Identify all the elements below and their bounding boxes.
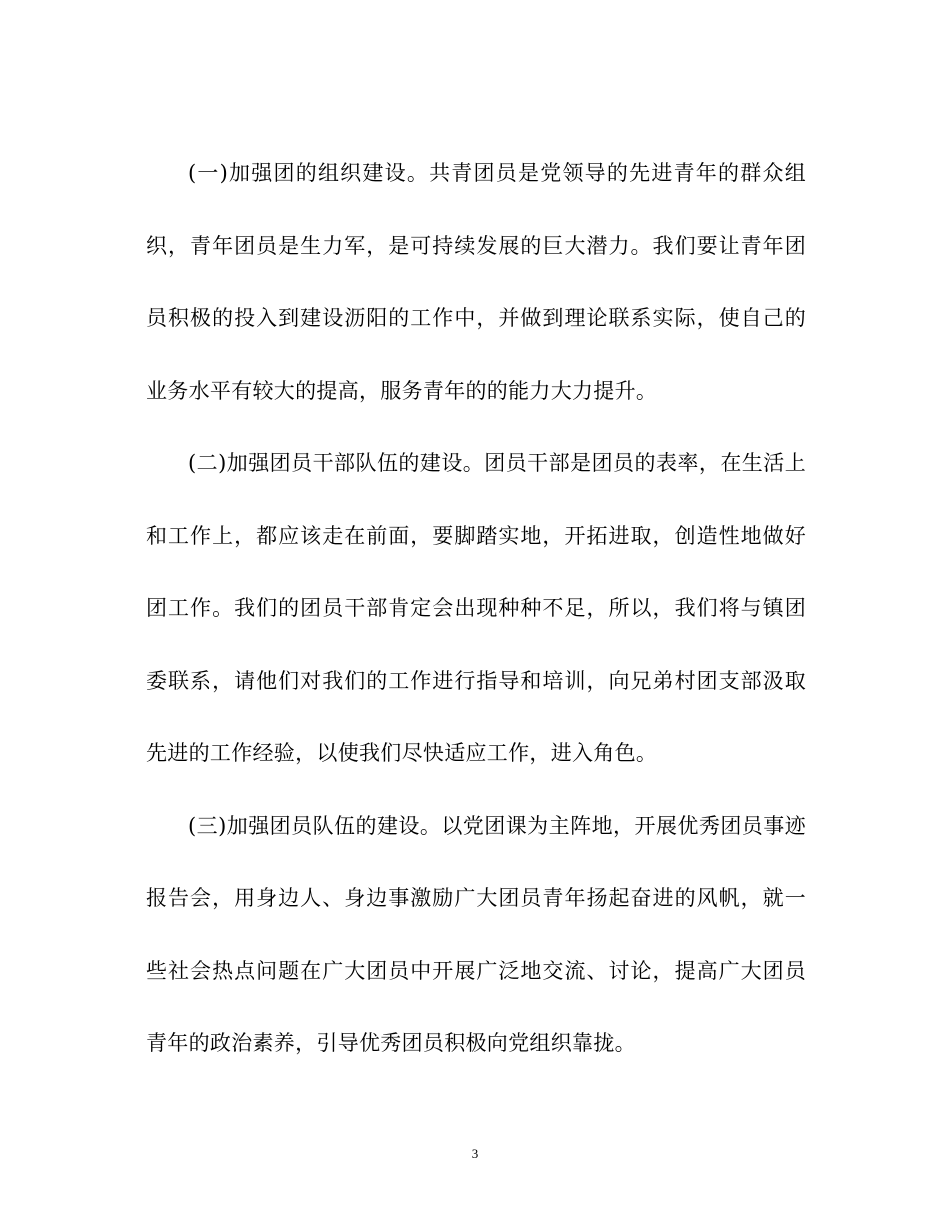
- document-body: [146, 137, 806, 1080]
- paragraph-2: (二)加强团员干部队伍的建设。团员干部是团员的表率，在生活上和工作上，都应该走在前面，要脚踏实地，开拓进取，创造性地做好团工作。我们的团员干部肯定会出现种种不足，所以，我们将与镇团委联系，请他们对我们的工作进行指导和培训，向兄弟村团支部汲取先进的工作经验，以使我们尽快适应工作，进入角色。: [146, 451, 806, 765]
- paragraph-1: (一)加强团的组织建设。共青团员是党领导的先进青年的群众组织，青年团员是生力军，是可持续发展的巨大潜力。我们要让青年团员积极的投入到建设沥阳的工作中，并做到理论联系实际，使自己的业务水平有较大的提高，服务青年的的能力大力提升。: [146, 161, 806, 403]
- page-number: 3: [471, 1146, 479, 1161]
- paragraph-3: (三)加强团员队伍的建设。以党团课为主阵地，开展优秀团员事迹报告会，用身边人、身边事激励广大团员青年扬起奋进的风帆，就一些社会热点问题在广大团员中开展广泛地交流、讨论，提高广大团员青年的政治素养，引导优秀团员积极向党组织靠拢。: [146, 813, 806, 1055]
